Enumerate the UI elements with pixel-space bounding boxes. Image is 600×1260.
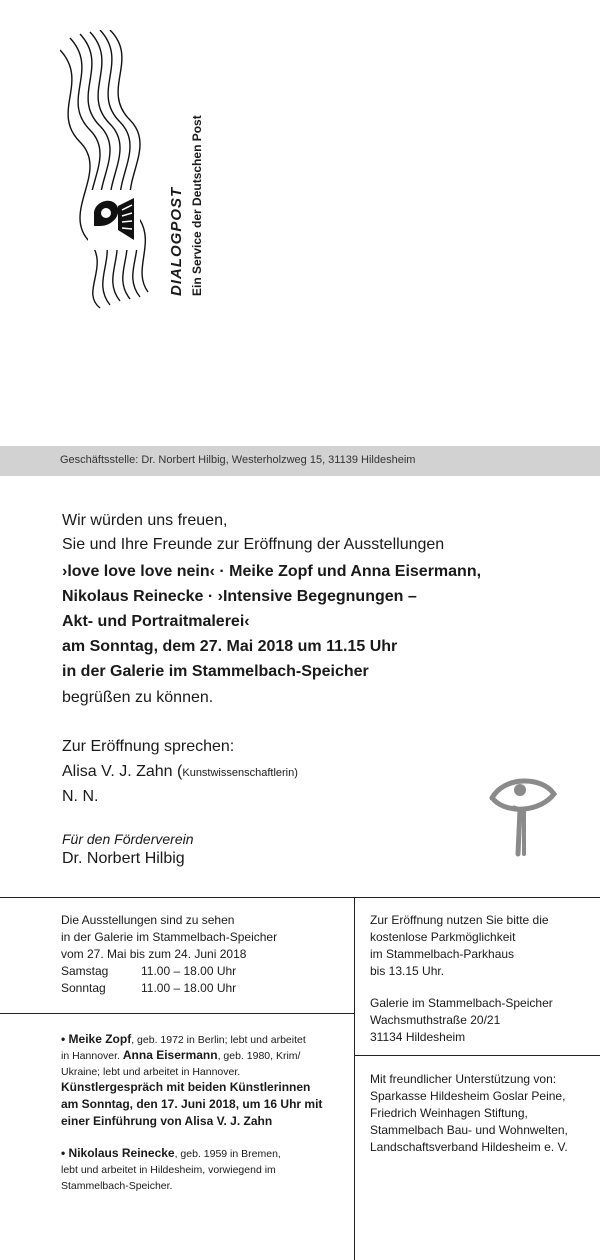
speaker-1-name: Alisa V. J. Zahn ( <box>62 763 183 780</box>
artist-1-name: • Meike Zopf <box>61 1032 132 1046</box>
opening-venue: in der Galerie im Stammelbach-Speicher <box>62 663 369 680</box>
hours-saturday-value: 11.00 – 18.00 Uhr <box>141 964 237 978</box>
posthorn-icon <box>88 190 140 250</box>
artist-3-name: • Nikolaus Reinecke <box>61 1146 175 1160</box>
talk-line-3: einer Einführung von Alisa V. J. Zahn <box>61 1114 273 1128</box>
hours-saturday <box>61 964 236 979</box>
support-heading: Mit freundlicher Unterstützung von: <box>370 1072 557 1086</box>
artist-2-bio: , geb. 1980, Krim/ <box>217 1050 301 1062</box>
divider-right-middle <box>354 1055 600 1056</box>
opening-date: am Sonntag, dem 27. Mai 2018 um 11.15 Uhr <box>62 638 398 655</box>
speaker-1 <box>62 762 298 783</box>
day-saturday: Samstag <box>61 964 109 978</box>
divider-left-middle <box>0 1013 354 1014</box>
parking-line-4: bis 13.15 Uhr. <box>370 964 445 978</box>
parking-line-1: Zur Eröffnung nutzen Sie bitte die <box>370 913 549 927</box>
signature-name: Dr. Norbert Hilbig <box>62 850 185 867</box>
invitation-line-3: begrüßen zu können. <box>62 689 214 706</box>
artist-1-city: in Hannover. <box>61 1050 123 1062</box>
invitation-line-1: Wir würden uns freuen, <box>62 512 228 529</box>
dates-line-2: in der Galerie im Stammelbach-Speicher <box>61 930 278 944</box>
speakers-heading: Zur Eröffnung sprechen: <box>62 738 235 755</box>
support-line-2: Sparkasse Hildesheim Goslar Peine, <box>370 1089 566 1103</box>
artist-2-residence: Ukraine; lebt und arbeitet in Hannover. <box>61 1066 241 1078</box>
talk-line-1: Künstlergespräch mit beiden Künstlerinnen <box>61 1080 311 1094</box>
day-sunday: Sonntag <box>61 981 106 995</box>
signature-org: Für den Förderverein <box>62 831 194 847</box>
artist-1-line-2 <box>61 1048 300 1064</box>
artist-1-line-1 <box>61 1032 306 1048</box>
dates-line-1: Die Ausstellungen sind zu sehen <box>61 913 235 927</box>
artist-3-bio: , geb. 1959 in Bremen, <box>174 1148 281 1160</box>
eye-figure-logo <box>484 768 564 858</box>
address-line-2: Wachsmuthstraße 20/21 <box>370 1013 501 1027</box>
hours-sunday-value: 11.00 – 18.00 Uhr <box>141 981 237 995</box>
artist-2-name: Anna Eisermann <box>122 1048 218 1062</box>
address-line-3: 31134 Hildesheim <box>370 1030 466 1044</box>
sender-address: Geschäftsstelle: Dr. Norbert Hilbig, Westerholzweg 15, 31139 Hildesheim <box>60 454 416 466</box>
sender-bar <box>0 446 600 476</box>
speaker-2: N. N. <box>62 788 99 805</box>
dialogpost-waves-logo <box>60 30 160 310</box>
artist-3-line-2 <box>61 1162 276 1178</box>
divider-vertical <box>354 897 355 1260</box>
parking-line-3: im Stammelbach-Parkhaus <box>370 947 515 961</box>
speaker-1-role: Kunstwissenschaftlerin) <box>182 767 298 779</box>
divider-top <box>0 897 600 898</box>
exhibition-title-1: ›love love love nein‹ · Meike Zopf und Anna Eisermann, <box>62 563 482 580</box>
artist-3-line-1 <box>61 1146 281 1162</box>
address-line-1: Galerie im Stammelbach-Speicher <box>370 996 553 1010</box>
artist-3-studio: Stammelbach-Speicher. <box>61 1180 173 1192</box>
artist-1-bio: , geb. 1972 in Berlin; lebt und arbeitet <box>131 1034 306 1046</box>
support-line-3: Friedrich Weinhagen Stiftung, <box>370 1106 528 1120</box>
invitation-line-2: Sie und Ihre Freunde zur Eröffnung der Ausstellungen <box>62 536 445 553</box>
hours-sunday <box>61 981 236 996</box>
artist-3-line-3 <box>61 1178 172 1194</box>
support-line-5: Landschaftsverband Hildesheim e. V. <box>370 1140 568 1154</box>
artist-2-line-2 <box>61 1064 240 1080</box>
exhibition-title-3: Akt- und Portraitmalerei‹ <box>62 613 250 630</box>
exhibition-title-2: Nikolaus Reinecke · ›Intensive Begegnungen – <box>62 588 417 605</box>
dates-line-3: vom 27. Mai bis zum 24. Juni 2018 <box>61 947 247 961</box>
support-line-4: Stammelbach Bau- und Wohnwelten, <box>370 1123 568 1137</box>
parking-line-2: kostenlose Parkmöglichkeit <box>370 930 516 944</box>
dialogpost-subtitle: Ein Service der Deutschen Post <box>190 115 204 296</box>
artist-3-residence: lebt und arbeitet in Hildesheim, vorwiegend im <box>61 1164 276 1176</box>
talk-line-2: am Sonntag, den 17. Juni 2018, um 16 Uhr mit <box>61 1097 323 1111</box>
dialogpost-brand: DIALOGPOST <box>168 186 185 296</box>
